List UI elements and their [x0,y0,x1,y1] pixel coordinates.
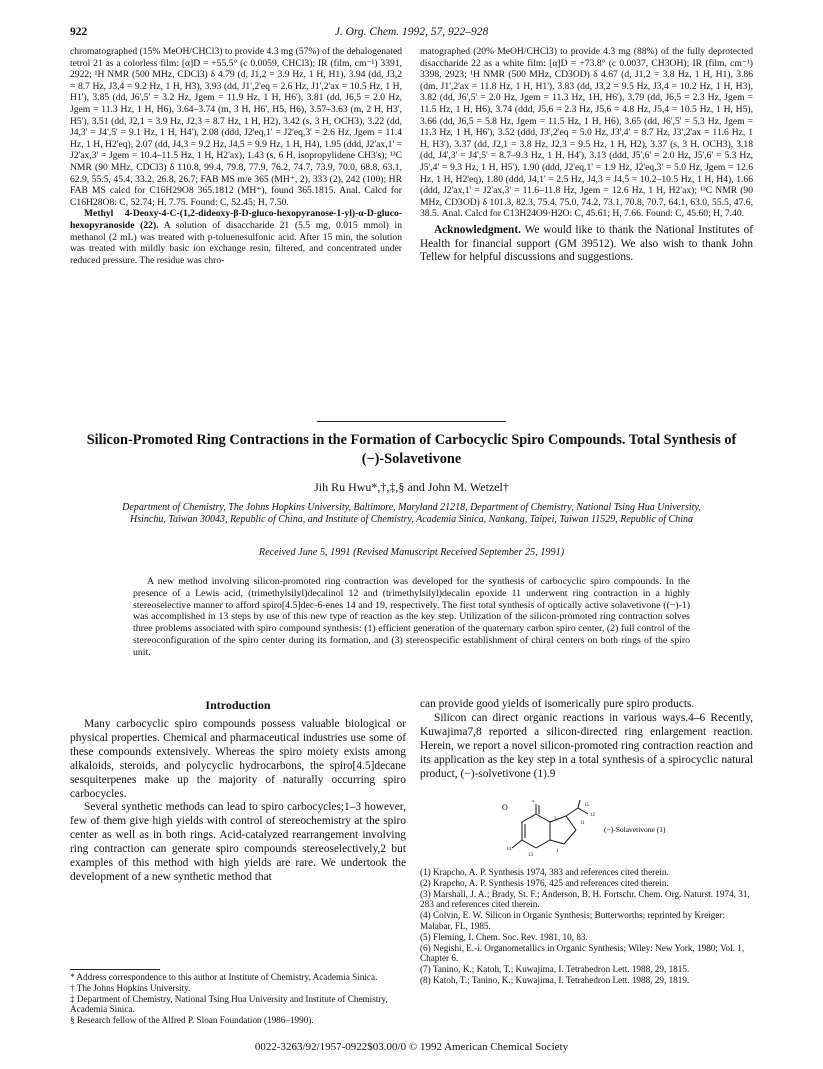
intro-paragraph: Several synthetic methods can lead to spiro carbocycles;1–3 however, few of them give high yields with control of stereochemistry at the spiro center as well as in both rings. Acid-catalyzed rearrangement involving ring contraction can generate spiro compounds stereoselectively,2 but examples of this method with high yields are rare. We undertook the development of a new synthetic method that [70,801,406,883]
previous-article-text-continued: matographed (20% MeOH/CHCl3) to provide 4.3 mg (88%) of the fully deprotected disaccharide 22 as a white film: [α]D = +73.8° (c 0.0037, CH3OH); IR (film, cm⁻¹) 3398, 2923; ¹H NMR (500 MHz, CD3OD) δ 4.67 (d, J1,2 = 3.8 Hz, 1 H, H1), 3.86 (dm, J1',2'ax = 11.8 Hz, 1 H, H1'), 3.83 (dd, J3,2 = 9.5 Hz, J3,4 = 10.2 Hz, 1 H, H3), 3.82 (dd, J6',5' = 2.0 Hz, Jgem = 11.3 Hz, 1H, H6'), 3.79 (dd, J6,5 = 2.3 Hz, Jgem = 11.5 Hz, 1 H, H6), 3.74 (ddd, J5,6 = 2.3 Hz, J5,6 = 4.8 Hz, J5,4 = 10.5 Hz, 1 H, H5), 3.66 (dd, J6,5 = 5.8 Hz, Jgem = 11.5 Hz, 1 H, H6), 3.65 (dd, J6',5' = 5.3 Hz, Jgem = 11.3 Hz, 1 H, H6'), 3.52 (ddd, J3',2'eq = 5.0 Hz, J3',4' = 8.7 Hz, J3',2'ax = 11.6 Hz, 1 H, H3'), 3.37 (dd, J2,1 = 3.8 Hz, J2,3 = 9.5 Hz, 1 H, H2), 3.37 (s, 3 H, OCH3), 3.18 (dd, J4',3' = J4',5' = 8.7–9.3 Hz, 1 H, H4'), 3.13 (ddd, J5',6' = 2.0 Hz, J5',6' = 5.3 Hz, J5',4' = 9.3 Hz, 1 H, H5'), 1.90 (ddd, J2'eq,1' = 1.9 Hz, J2'eq,3' = 5.0 Hz, Jgem = 12.6 Hz, 1 H, H2'eq), 1.80 (ddd, J4,1' = 2.5 Hz, J4,3 = J4,5 = 10.2–10.5 Hz, 1 H, H4), 1.66 (ddd, J2'ax,1' = J2'ax,3' = 11.6–11.8 Hz, Jgem = 12.6 Hz, 1 H, H2'ax); ¹³C NMR (90 MHz, CD3OD) δ 101.3, 82.3, 75.4, 75.0, 74.2, 73.1, 70.8, 70.7, 64.1, 63.0, 55.5, 47.6, 38.5. Anal. Calcd for C13H24O9·H2O: C, 45.61; H, 7.66. Found: C, 45.60; H, 7.40. [420,46,753,220]
journal-citation: J. Org. Chem. 1992, 57, 922–928 [334,26,489,38]
article-title: Silicon-Promoted Ring Contractions in the Formation of Carbocyclic Spiro Compounds. Total Synthesis of (−)-Solavetivone [86,432,737,467]
compound-procedure: A solution of disaccharide 21 (5.5 mg, 0.015 mmol) in methanol (2 mL) was treated with p-toluenesulfonic acid. After 15 min, the solution was treated with mildly basic ion exchange resin, filtered, and concentrated under reduced pressure. The residue was chro- [70,219,403,266]
abstract: A new method involving silicon-promoted ring contraction was developed for the synthesis of carbocyclic spiro compounds. In the presence of a Lewis acid, (trimethylsilyl)decalinol 12 and (trimethylsilyl)decalin epoxide 11 underwent ring contraction in a highly stereoselective manner to afford spiro[4.5]dec-6-enes 14 and 19, respectively. The first total synthesis of optically active solavetivone ((−)-1) was accomplished in 13 steps by use of this new type of reaction as the key step. Utilization of the silicon-promoted ring contraction solves three problems associated with spiro compound synthesis: (1) efficient generation of the quaternary carbon spiro center, (2) full control of the stereoconfiguration of the spiro center during its formation, and (3) stereospecific establishment of chiral centers on both rings of the spiro unit. [133,576,690,658]
reference-item: (2) Krapcho, A. P. Synthesis 1976, 425 and references cited therein. [420,877,669,888]
intro-paragraph-continued: can provide good yields of isomerically pure spiro products. [420,698,695,710]
received-date: Received June 5, 1991 (Revised Manuscript Received September 25, 1991) [258,547,565,558]
intro-paragraph: Many carbocyclic spiro compounds possess valuable biological or physical properties. Chemical and pharmaceutical industries use some of these compounds extensively. Whereas the spiro moiety exists among alkaloids, steroids, and polycyclic hydrocarbons, the spiro[4.5]decane sesquiterpenes make up the majority of naturally occurring spiro carbocycles. [70,718,406,800]
footnote-item: ‡ Department of Chemistry, National Tsing Hua University and Institute of Chemistry, Academia Sinica. [70,993,388,1015]
footnotes [70,972,406,1026]
previous-article-text: chromatographed (15% MeOH/CHCl3) to provide 4.3 mg (57%) of the dehalogenated tetrol 21 as a colorless film: [α]D = +55.5° (c 0.0059, CHCl3); IR (film, cm⁻¹) 3391, 2922; ¹H NMR (500 MHz, CDCl3) δ 4.79 (d, J1,2 = 3.9 Hz, 1 H, H1), 3.94 (dd, J3,2 = 8.7 Hz, J3,4 = 9.2 Hz, 1 H, H3), 3.93 (dd, J1',2'eq = 2.6 Hz, J1',2'ax = 10.5 Hz, 1 H, H1'), 3.85 (dd, J6',5' = 3.2 Hz, Jgem = 11.9 Hz, 1 H, H6'), 3.81 (dd, J6,5 = 2.0 Hz, Jgem = 11.3 Hz, 1 H, H6), 3.64–3.74 (m, 3 H, H6', H5, H6), 3.57–3.63 (m, 2 H, H3', H5'), 3.51 (dd, J2,1 = 3.9 Hz, J2,3 = 8.7 Hz, 1 H, H2), 3.42 (s, 3 H, OCH3), 3.22 (dd, J4,3' = J4',5' = 9.1 Hz, 1 H, H4'), 2.08 (ddd, J2'eq,1' = J2'eq,3' = 2.6 Hz, Jgem = 11.4 Hz, 1 H, H2'eq), 2.07 (dd, J4,3 = 9.2 Hz, J4,5 = 9.9 Hz, 1 H, H4), 1.95 (ddd, J2'ax,1' = J2'ax,3' = Jgem = 10.4–11.5 Hz, 1 H, H2'ax), 1.43 (s, 6 H, isopropylidene CH3's); ¹³C NMR (90 MHz, CDCl3) δ 110.8, 99.4, 79.8, 77.9, 76.2, 74.7, 73.9, 70.0, 68.8, 63.1, 62.9, 55.5, 45.4, 33.2, 26.8, 26.7; FAB MS m/e 365 (MH⁺, 2), 333 (2), 242 (100); HR FAB MS calcd for C16H29O8 365.1812 (MH⁺), found 365.1815. Anal. Calcd for C16H28O8: C, 52.74; H, 7.75. Found: C, 52.45; H, 7.50. [70,46,402,208]
compound-heading: Methyl 4-Deoxy-4-C-(1,2-dideoxy-β-D-gluco-hexopyranose-1-yl)-α-D-gluco-hexopyranoside (22). [70,208,402,231]
footnote-separator [70,969,160,970]
solavetivone-structure-diagram [492,800,702,860]
acknowledgment-heading: Acknowledgment. [434,223,521,236]
previous-article-left-column [70,46,402,266]
introduction-right-column [420,698,753,781]
structure-atom-number: 14 [506,847,511,852]
structure-atom-label: O [502,803,508,812]
reference-item: (4) Colvin, E. W. Silicon in Organic Synthesis; Butterworths; reprinted by Kreiger: Malabar, FL, 1985. [420,910,726,931]
reference-item: (5) Fleming, I. Chem. Soc. Rev. 1981, 10, 83. [420,931,588,942]
intro-paragraph: Silicon can direct organic reactions in various ways.4–6 Recently, Kuwajima7,8 reported a silicon-directed ring enlargement reaction. Herein, we report a novel silicon-promoted ring contraction reaction and its application as the key step in a total synthesis of a spirocyclic natural product, (−)-solvetivone (1).9 [420,711,753,780]
footnote-item: † The Johns Hopkins University. [70,982,191,993]
article-separator [317,421,506,422]
structure-atom-number: 11 [580,821,585,826]
structure-atom-number: 12 [590,813,595,818]
introduction-left-column [70,718,406,885]
reference-item: (1) Krapcho, A. P. Synthesis 1974, 383 and references cited therein. [420,867,669,877]
reference-item: (6) Negishi, E.-i. Organometallics in Organic Synthesis; Wiley: New York, 1980; Vol. 1, Chapter 6. [420,942,745,964]
structure-atom-number: 4 [532,800,535,804]
structure-atom-number: 1 [556,849,559,854]
article-authors: Jih Ru Hwu*,†,‡,§ and John M. Wetzel† [314,480,509,494]
running-header [70,26,753,42]
previous-article-right-column [420,46,753,265]
structure-label: (−)-Solavetivone (1) [604,825,666,834]
copyright-footer: 0022-3263/92/1957-0922$03.00/0 © 1992 American Chemical Society [254,1041,569,1053]
footnote-item: § Research fellow of the Alfred P. Sloan Foundation (1986–1990). [70,1015,314,1026]
references-list [420,867,753,986]
structure-atom-number: 3 [554,817,557,822]
structure-atom-number: 13 [528,853,533,858]
reference-item: (8) Katoh, T.; Tanino, K.; Kuwajima, I. Tetrahedron Lett. 1988, 29, 1819. [420,974,690,985]
introduction-heading: Introduction [205,698,271,712]
page-number: 922 [70,26,88,38]
footnote-item: * Address correspondence to this author at Institute of Chemistry, Academia Sinica. [70,972,378,982]
article-affiliation: Department of Chemistry, The Johns Hopkins University, Baltimore, Maryland 21218, Department of Chemistry, National Tsing Hua University, Hsinchu, Taiwan 30043, Republic of China, and Institute of Chemistry, Academia Sinica, Nankang, Taipei, Taiwan 11529, Republic of China [122,502,701,525]
acknowledgment-text: We would like to thank the National Institutes of Health for financial support (GM 39512). We also wish to thank John Tellew for helpful discussions and suggestions. [420,223,754,264]
reference-item: (7) Tanino, K.; Katoh, T.; Kuwajima, I. Tetrahedron Lett. 1988, 29, 1815. [420,964,690,975]
structure-atom-number: 15 [584,803,589,808]
reference-item: (3) Marshall, J. A.; Brady, St. F.; Anderson, B. H. Fortschr. Chem. Org. Naturst. 1974, 31, 283 and references cited therein. [420,888,750,910]
